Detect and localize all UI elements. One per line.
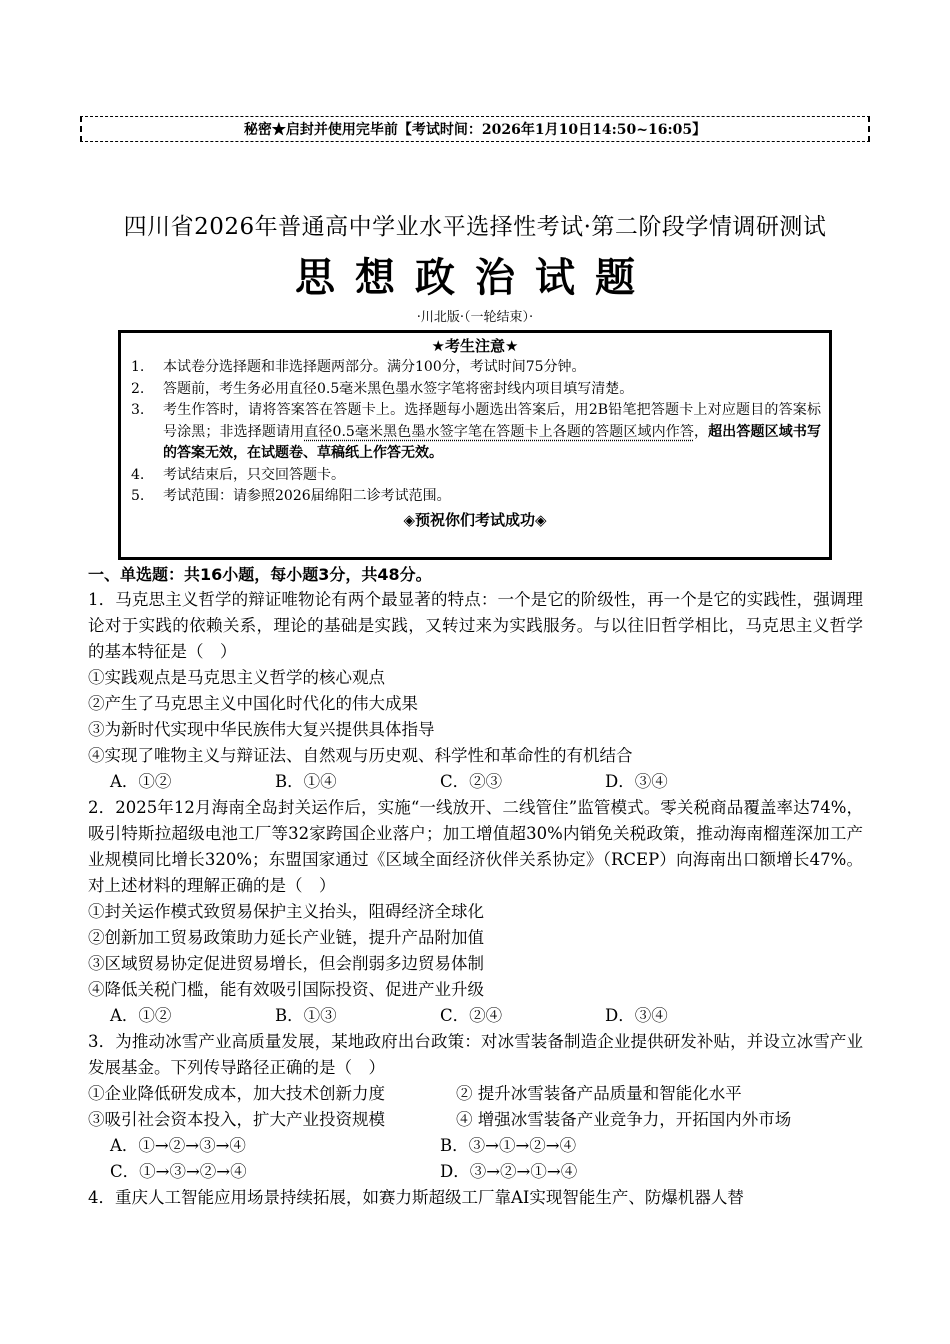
notice-text-warning: 超出答题区域书写的答案无效，在试题卷、草稿纸上作答无效。: [163, 423, 822, 461]
question-statement: ③为新时代实现中华民族伟大复兴提供具体指导: [88, 720, 435, 739]
question-statement: ③区域贸易协定促进贸易增长，但会削弱多边贸易体制: [88, 954, 484, 973]
option-d: D．③④: [605, 772, 668, 791]
answer-options: [88, 1159, 863, 1185]
question-statement: ①企业降低研发成本，加大技术创新力度: [88, 1084, 385, 1103]
question-stem: 3．为推动冰雪产业高质量发展，某地政府出台政策：对冰雪装备制造企业提供研发补贴，并设立冰雪产业发展基金。下列传导路径正确的是（ ）: [88, 1032, 863, 1077]
secret-banner: 秘密★启封并使用完毕前【考试时间：2026年1月10日14:50~16:05】: [80, 116, 870, 142]
section-heading: 一、单选题：共16小题，每小题3分，共48分。: [88, 565, 432, 584]
question-statement: ②产生了马克思主义中国化时代化的伟大成果: [88, 694, 418, 713]
option-b: B．③→①→②→④: [440, 1136, 577, 1155]
notice-item-number: 3.: [131, 402, 145, 418]
question-content: [88, 563, 863, 1211]
notice-item: [129, 486, 821, 508]
question-4: [88, 1185, 863, 1211]
notice-box: [118, 330, 832, 560]
answer-options: [88, 1133, 863, 1159]
notice-item-text: 考试范围：请参照2026届绵阳二诊考试范围。: [163, 488, 451, 504]
notice-item-text: 本试卷分选择题和非选择题两部分。满分100分，考试时间75分钟。: [163, 359, 586, 375]
notice-item-number: 2.: [131, 380, 145, 397]
notice-list: [129, 357, 821, 508]
question-statement-row: [88, 1081, 863, 1107]
question-1: [88, 587, 863, 795]
option-a: A．①→②→③→④: [110, 1136, 246, 1155]
question-stem: 4．重庆人工智能应用场景持续拓展，如赛力斯超级工厂靠AI实现智能生产、防爆机器人替: [88, 1188, 744, 1207]
question-statement: ④实现了唯物主义与辩证法、自然观与历史观、科学性和革命性的有机结合: [88, 746, 633, 765]
option-c: C．②④: [440, 1006, 503, 1025]
notice-item-number: 1.: [131, 359, 145, 375]
answer-options: [88, 1003, 863, 1029]
option-a: A．①②: [110, 1006, 172, 1025]
option-d: D．③④: [605, 1006, 668, 1025]
option-d: D．③→②→①→④: [440, 1162, 578, 1181]
option-b: B．①③: [275, 1006, 337, 1025]
question-statement: ④降低关税门槛，能有效吸引国际投资、促进产业升级: [88, 980, 484, 999]
question-2: [88, 795, 863, 1029]
question-statement: ②创新加工贸易政策助力延长产业链，提升产品附加值: [88, 928, 484, 947]
notice-text-part: ，: [694, 423, 709, 440]
notice-item: [129, 465, 821, 487]
question-statement-row: [88, 1107, 863, 1133]
question-stem: 1．马克思主义哲学的辩证唯物论有两个最显著的特点：一个是它的阶级性，再一个是它的实践性，强调理论对于实践的依赖关系，理论的基础是实践，又转过来为实践服务。与以往旧哲学相比，马克思主义哲学的基本特征是（ ）: [88, 590, 863, 661]
notice-title: ★考生注意★: [431, 337, 519, 355]
option-c: C．②③: [440, 772, 503, 791]
blessing-text: ◈预祝你们考试成功◈: [403, 510, 547, 529]
notice-text-part: 考生作答时，请将答案答在答题卡上。选择题每小题选出答案后，用2B铅笔把答题卡上对应题目的答案标号涂黑；非选择题请用: [163, 402, 821, 440]
question-stem: 2．2025年12月海南全岛封关运作后，实施“一线放开、二线管住”监管模式。零关税商品覆盖率达74%，吸引特斯拉超级电池工厂等32家跨国企业落户；加工增值超30%内销免关税政策，推动海南榴莲深加工产业规模同比增长320%；东盟国家通过《区域全面经济伙伴关系协定》（RCEP）向海南出口额增长47%。对上述材料的理解正确的是（ ）: [88, 798, 863, 895]
notice-text-emphasis: 直径0.5毫米黑色墨水签字笔在答题卡上各题的答题区域内作答: [304, 423, 694, 440]
notice-item-text: 答题前，考生务必用直径0.5毫米黑色墨水签字笔将密封线内项目填写清楚。: [163, 380, 634, 397]
question-statement: ①封关运作模式致贸易保护主义抬头，阻碍经济全球化: [88, 902, 484, 921]
notice-item: [129, 400, 821, 465]
exam-title: 四川省2026年普通高中学业水平选择性考试·第二阶段学情调研测试: [123, 214, 827, 240]
option-b: B．①④: [275, 772, 337, 791]
notice-item-number: 5.: [131, 488, 145, 504]
notice-item-text: [163, 400, 821, 465]
option-c: C．①→③→②→④: [110, 1162, 247, 1181]
question-statement: ② 提升冰雪装备产品质量和智能化水平: [456, 1084, 742, 1103]
question-statement: ④ 增强冰雪装备产业竞争力，开拓国内外市场: [456, 1110, 792, 1129]
notice-item-text: 考试结束后，只交回答题卡。: [163, 466, 345, 483]
notice-item: [129, 357, 821, 379]
option-a: A．①②: [110, 772, 172, 791]
question-3: [88, 1029, 863, 1185]
notice-item: [129, 379, 821, 401]
subject-title: 思想政治试题: [295, 255, 655, 301]
question-statement: ③吸引社会资本投入，扩大产业投资规模: [88, 1110, 385, 1129]
answer-options: [88, 769, 863, 795]
question-statement: ①实践观点是马克思主义哲学的核心观点: [88, 668, 385, 687]
edition-label: ·川北版·（一轮结束）·: [416, 310, 534, 325]
notice-item-number: 4.: [131, 466, 145, 483]
